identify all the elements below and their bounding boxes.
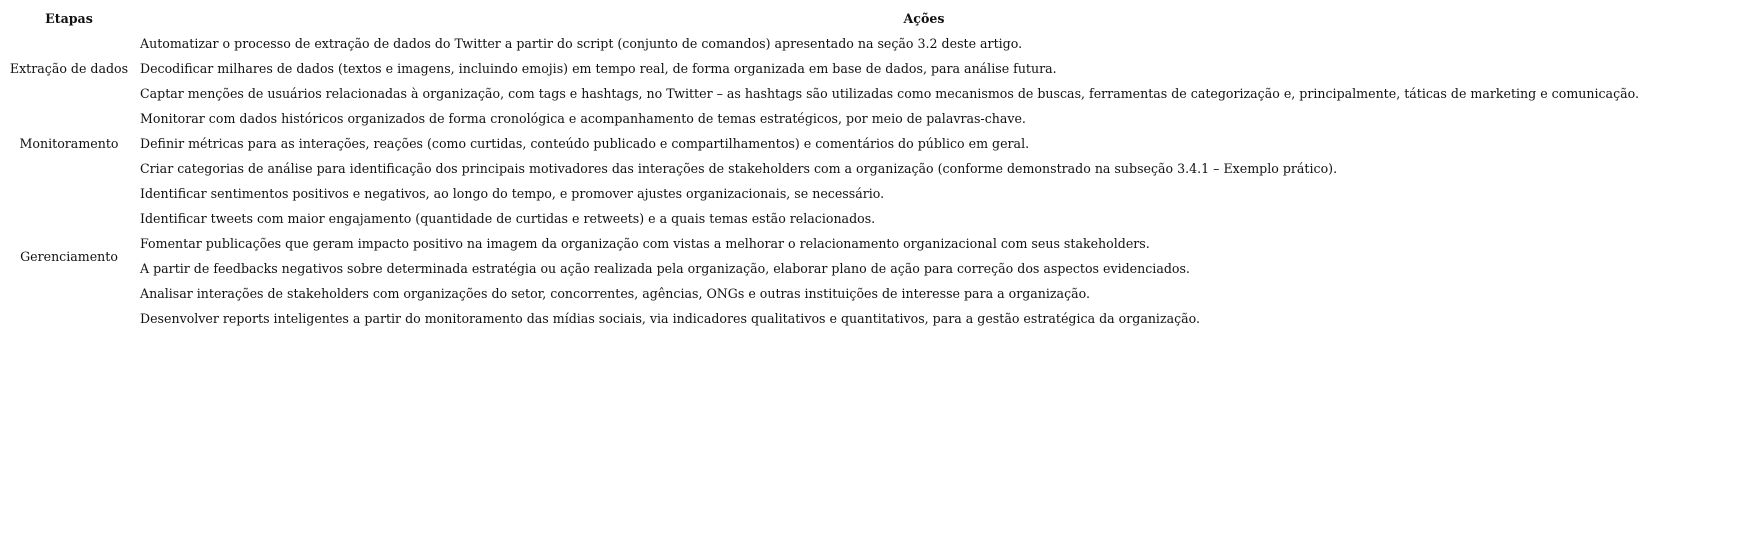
- action-item: Automatizar o processo de extração de dados do Twitter a partir do script (conjunto de comandos) apresentado na seção 3.2 deste artigo.: [140, 36, 1023, 51]
- action-item: Desenvolver reports inteligentes a partir do monitoramento das mídias sociais, via indicadores qualitativos e quantitativos, para a gestão estratégica da organização.: [140, 311, 1201, 326]
- action-item: Criar categorias de análise para identificação dos principais motivadores das interações de stakeholders com a organização (conforme demonstrado na subseção 3.4.1 – Exemplo prático).: [140, 161, 1338, 176]
- action-item: Definir métricas para as interações, reações (como curtidas, conteúdo publicado e compartilhamentos) e comentários do público em geral.: [140, 136, 1030, 151]
- table-row: [4, 281, 1714, 306]
- table-row: [4, 131, 1714, 156]
- table-row: [4, 106, 1714, 131]
- table-row: [4, 81, 1714, 106]
- action-item: Fomentar publicações que geram impacto positivo na imagem da organização com vistas a melhorar o relacionamento organizacional com seus stakeholders.: [140, 236, 1150, 251]
- header-etapas: Etapas: [45, 11, 93, 26]
- table-row: [4, 31, 1714, 56]
- table-row: [4, 181, 1714, 206]
- action-item: Analisar interações de stakeholders com organizações do setor, concorrentes, agências, ONGs e outras instituições de interesse para a organização.: [140, 286, 1090, 301]
- action-item: Identificar sentimentos positivos e negativos, ao longo do tempo, e promover ajustes organizacionais, se necessário.: [140, 186, 885, 201]
- action-item: Identificar tweets com maior engajamento (quantidade de curtidas e retweets) e a quais temas estão relacionados.: [140, 211, 876, 226]
- action-item: Decodificar milhares de dados (textos e imagens, incluindo emojis) em tempo real, de forma organizada em base de dados, para análise futura.: [140, 61, 1057, 76]
- stage-gerenciamento: Gerenciamento: [20, 248, 118, 264]
- action-item: A partir de feedbacks negativos sobre determinada estratégia ou ação realizada pela organização, elaborar plano de ação para correção dos aspectos evidenciados.: [140, 261, 1190, 276]
- stage-monitoramento: Monitoramento: [19, 136, 119, 151]
- action-item: Monitorar com dados históricos organizados de forma cronológica e acompanhamento de temas estratégicos, por meio de palavras-chave.: [140, 111, 1026, 126]
- etapas-acoes-table: [4, 6, 1714, 331]
- table-row: [4, 206, 1714, 231]
- header-row: [4, 6, 1714, 31]
- action-item: Captar menções de usuários relacionadas à organização, com tags e hashtags, no Twitter – as hashtags são utilizadas como mecanismos de buscas, ferramentas de categorização e, principalmente, táticas de marketing e comunicação.: [140, 86, 1639, 101]
- stage-extracao-de-dados: Extração de dados: [9, 61, 129, 76]
- table-row: [4, 156, 1714, 181]
- header-acoes: Ações: [903, 11, 945, 26]
- table-row: [4, 56, 1714, 81]
- table-row: [4, 231, 1714, 256]
- table-row: [4, 306, 1714, 331]
- table-row: [4, 256, 1714, 281]
